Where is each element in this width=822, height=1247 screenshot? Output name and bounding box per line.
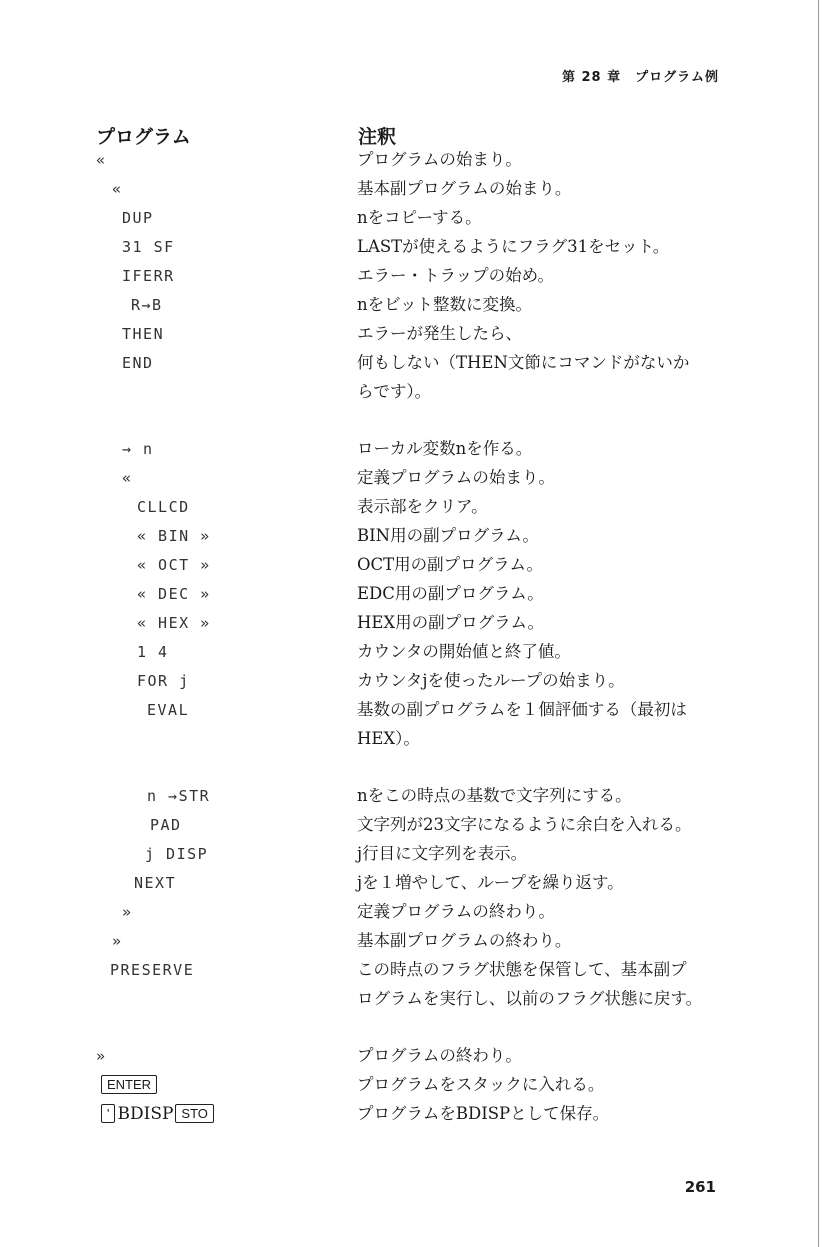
listing-row: [0, 464, 822, 493]
comment-line: 基本副プログラムの終わり。: [357, 931, 572, 950]
comment-line: エラーが発生したら、: [357, 324, 522, 343]
comment-line: j行目に文字列を表示。: [357, 844, 528, 863]
comment-line: LASTが使えるようにフラグ31をセット。: [357, 237, 670, 256]
comment-line: エラー・トラップの始め。: [357, 266, 555, 285]
code-line: → n: [122, 440, 154, 458]
code-line: THEN: [122, 325, 165, 343]
comment-line: プログラムの始まり。: [357, 150, 522, 169]
code-line: DUP: [122, 209, 154, 227]
program-listing: [0, 146, 822, 1129]
code-line: EVAL: [147, 701, 190, 719]
sto-key: STO: [175, 1104, 214, 1123]
listing-row: [0, 927, 822, 956]
comment-line: jを１増やして、ループを繰り返す。: [357, 873, 624, 892]
code-line: 31 SF: [122, 238, 175, 256]
code-line: « BIN »: [137, 527, 211, 545]
listing-row: [0, 204, 822, 233]
comment-line: 基本副プログラムの始まり。: [357, 179, 572, 198]
comment-line: カウンタjを使ったループの始まり。: [357, 671, 625, 690]
code-line: IFERR: [122, 267, 175, 285]
enter-keystroke: [101, 1071, 159, 1099]
code-line: PAD: [150, 816, 182, 834]
running-header: 第 28 章 プログラム例: [561, 70, 719, 85]
listing-row: [0, 696, 822, 782]
listing-row: [0, 840, 822, 869]
listing-row: [0, 175, 822, 204]
comment-line: カウンタの開始値と終了値。: [357, 642, 571, 661]
listing-row: [0, 146, 822, 175]
program-name: BDISP: [117, 1104, 174, 1124]
page-number: 261: [684, 1178, 716, 1196]
code-line: NEXT: [134, 874, 177, 892]
listing-row: [0, 898, 822, 927]
comment-line: nをビット整数に変換。: [357, 295, 532, 314]
code-line: « OCT »: [137, 556, 211, 574]
code-line: «: [112, 180, 123, 198]
code-line: END: [122, 354, 154, 372]
listing-row: [0, 580, 822, 609]
enter-key-row: [0, 1071, 822, 1100]
listing-row: [0, 349, 822, 435]
code-line: «: [122, 469, 133, 487]
listing-row: [0, 522, 822, 551]
comment-line: nをコピーする。: [357, 208, 482, 227]
comment-line: OCT用の副プログラム。: [357, 555, 543, 574]
listing-row: [0, 667, 822, 696]
program-column-heading: プログラム: [96, 126, 191, 148]
listing-row: [0, 551, 822, 580]
code-line: CLLCD: [137, 498, 190, 516]
listing-row: [0, 262, 822, 291]
comment-line: 表示部をクリア。: [357, 497, 488, 516]
comment-line: 何もしない（THEN文節にコマンドがないからです）。: [357, 353, 690, 401]
code-line: »: [122, 903, 133, 921]
quote-key: ': [101, 1104, 115, 1123]
comment-line: BIN用の副プログラム。: [357, 526, 539, 545]
listing-row: [0, 493, 822, 522]
code-line: n →STR: [147, 787, 211, 805]
store-key-row: [0, 1100, 822, 1129]
code-line: «: [96, 151, 107, 169]
code-line: 1 4: [137, 643, 169, 661]
code-line: « DEC »: [137, 585, 211, 603]
comment-line: nをこの時点の基数で文字列にする。: [357, 786, 632, 805]
enter-key: ENTER: [101, 1075, 157, 1094]
comment-line: 文字列が23文字になるように余白を入れる。: [357, 815, 692, 834]
comment-line: HEX用の副プログラム。: [357, 613, 545, 632]
code-line: »: [96, 1047, 107, 1065]
comment-line: EDC用の副プログラム。: [357, 584, 544, 603]
code-line: « HEX »: [137, 614, 211, 632]
comment-line: プログラムをBDISPとして保存。: [357, 1104, 610, 1123]
listing-row: [0, 291, 822, 320]
comment-line: プログラムをスタックに入れる。: [357, 1075, 605, 1094]
listing-row: [0, 1042, 822, 1071]
comment-line: ローカル変数nを作る。: [357, 439, 533, 458]
comment-line: 定義プログラムの終わり。: [357, 902, 555, 921]
listing-row: [0, 638, 822, 667]
listing-row: [0, 869, 822, 898]
comment-line: プログラムの終わり。: [357, 1046, 522, 1065]
comment-column-heading: 注釈: [358, 126, 397, 148]
listing-row: [0, 435, 822, 464]
comment-line: 定義プログラムの始まり。: [357, 468, 555, 487]
listing-row: [0, 609, 822, 638]
listing-row: [0, 233, 822, 262]
code-line: »: [112, 932, 123, 950]
store-keystrokes: [101, 1100, 216, 1128]
listing-row: [0, 320, 822, 349]
comment-line: この時点のフラグ状態を保管して、基本副プログラムを実行し、以前のフラグ状態に戻す。: [357, 960, 703, 1008]
listing-row: [0, 811, 822, 840]
listing-row: [0, 956, 822, 1042]
code-line: j DISP: [145, 845, 209, 863]
code-line: FOR j: [137, 672, 190, 690]
code-line: R→B: [131, 296, 163, 314]
listing-row: [0, 782, 822, 811]
code-line: PRESERVE: [110, 961, 195, 979]
comment-line: 基数の副プログラムを１個評価する（最初はHEX）。: [357, 700, 687, 748]
